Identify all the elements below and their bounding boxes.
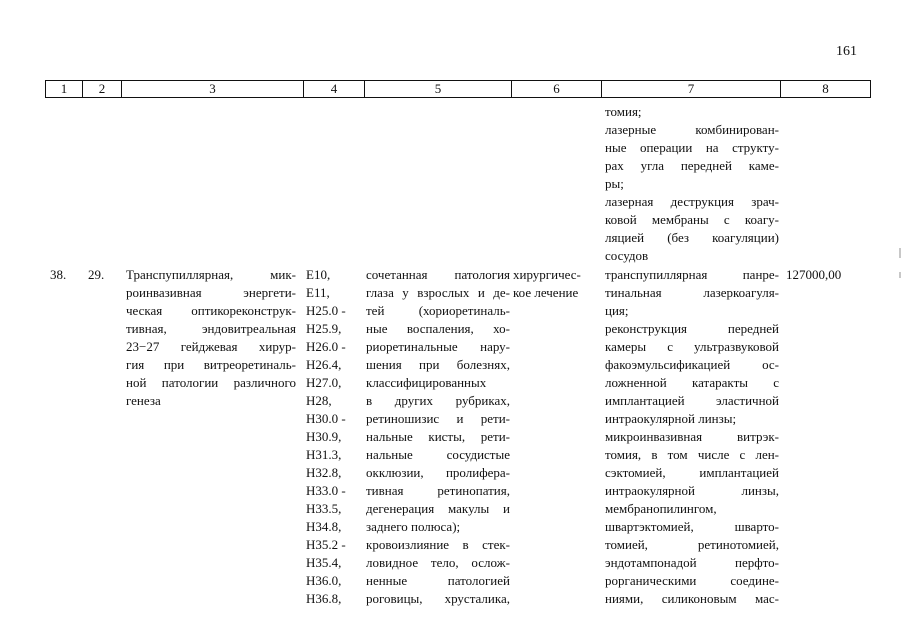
text-line: ковой мембраны с коагу- xyxy=(605,212,779,227)
icd-code: H26.4, xyxy=(306,357,342,372)
text-line: гия при витреоретиналь- xyxy=(126,357,296,372)
text-line: роинвазивная энергети- xyxy=(126,285,296,300)
text-line: ретиношизис и рети- xyxy=(366,411,510,426)
text-line: интраокулярной линзы, xyxy=(605,483,779,498)
text-line: ной патологии различного xyxy=(126,375,296,390)
icd-code: H36.0, xyxy=(306,573,342,588)
scan-margin-mark xyxy=(899,272,901,278)
icd-code: E11, xyxy=(306,285,330,300)
icd-code: H30.9, xyxy=(306,429,342,444)
icd-code: E10, xyxy=(306,267,331,282)
text-line: тивная, эндовитреальная xyxy=(126,321,296,336)
text-line: микроинвазивная витрэк- xyxy=(605,429,779,444)
text-line: имплантацией эластичной xyxy=(605,393,779,408)
pathology-description xyxy=(366,266,510,608)
text-line: ловидное тело, ослож- xyxy=(366,555,510,570)
text-line: камеры с ультразвуковой xyxy=(605,339,779,354)
method-name xyxy=(126,266,296,410)
icd-codes xyxy=(306,266,364,608)
text-line: ры; xyxy=(605,176,624,191)
text-line: в других рубриках, xyxy=(366,393,510,408)
text-line: ниями, силиконовым мас- xyxy=(605,591,779,606)
treatment-method xyxy=(605,266,779,608)
text-line: Транспупиллярная, мик- xyxy=(126,267,296,282)
text-line: ция; xyxy=(605,303,629,318)
icd-code: H30.0 - xyxy=(306,411,346,426)
text-line: ненные патологией xyxy=(366,573,510,588)
column-header-1: 1 xyxy=(46,81,83,97)
text-line: эндотампонадой перфто- xyxy=(605,555,779,570)
row-number: 38. xyxy=(50,267,67,282)
text-line: хирургичес- xyxy=(513,267,581,282)
text-line: дегенерация макулы и xyxy=(366,501,510,516)
text-line: транспупиллярная панре- xyxy=(605,267,779,282)
text-line: интраокулярной линзы; xyxy=(605,411,737,426)
text-line: тей (хориоретиналь- xyxy=(366,303,510,318)
text-line: генеза xyxy=(126,393,161,408)
treatment-type xyxy=(513,266,599,302)
text-line: 23−27 гейджевая хирур- xyxy=(126,339,296,354)
text-line: ложненной катаракты с xyxy=(605,375,779,390)
text-line: мембранопилингом, xyxy=(605,501,717,516)
text-line: лазерная деструкция зрач- xyxy=(605,194,779,209)
item-number: 29. xyxy=(88,267,105,282)
price-value: 127000,00 xyxy=(786,267,842,282)
text-line: швартэктомией, шварто- xyxy=(605,519,779,534)
text-line: томией, ретинотомией, xyxy=(605,537,779,552)
text-line: нальные сосудистые xyxy=(366,447,510,462)
text-line: лазерные комбинирован- xyxy=(605,122,779,137)
text-line: рорганическими соедине- xyxy=(605,573,779,588)
text-line: сочетанная патология xyxy=(366,267,510,282)
icd-code: H27.0, xyxy=(306,375,342,390)
scan-margin-mark xyxy=(899,248,901,258)
text-line: ляцией (без коагуляции) xyxy=(605,230,779,245)
table-header-row xyxy=(45,80,871,98)
text-line: тивная ретинопатия, xyxy=(366,483,510,498)
text-line: ные воспаления, хо- xyxy=(366,321,510,336)
icd-code: H26.0 - xyxy=(306,339,346,354)
icd-code: H34.8, xyxy=(306,519,342,534)
icd-code: H31.3, xyxy=(306,447,342,462)
text-line: кое лечение xyxy=(513,285,579,300)
icd-code: H32.8, xyxy=(306,465,342,480)
column-header-2: 2 xyxy=(83,81,122,97)
icd-code: H36.8, xyxy=(306,591,342,606)
icd-code: H33.0 - xyxy=(306,483,346,498)
text-line: сэктомией, имплантацией xyxy=(605,465,779,480)
column-header-6: 6 xyxy=(512,81,602,97)
text-line: шения при болезнях, xyxy=(366,357,510,372)
text-line: глаза у взрослых и де- xyxy=(366,285,510,300)
text-line: кровоизлияние в стек- xyxy=(366,537,510,552)
column-header-3: 3 xyxy=(122,81,304,97)
continuation-col7 xyxy=(605,103,779,265)
text-line: нальные кисты, рети- xyxy=(366,429,510,444)
icd-code: H25.9, xyxy=(306,321,342,336)
text-line: реконструкция передней xyxy=(605,321,779,336)
icd-code: H35.2 - xyxy=(306,537,346,552)
column-header-5: 5 xyxy=(365,81,512,97)
text-line: рах угла передней каме- xyxy=(605,158,779,173)
text-line: факоэмульсификацией ос- xyxy=(605,357,779,372)
page-number: 161 xyxy=(836,44,857,59)
text-line: сосудов xyxy=(605,248,649,263)
text-line: окклюзии, пролифера- xyxy=(366,465,510,480)
text-line: томия; xyxy=(605,104,642,119)
icd-code: H25.0 - xyxy=(306,303,346,318)
text-line: классифицированных xyxy=(366,375,487,390)
text-line: ческая оптикореконструк- xyxy=(126,303,296,318)
icd-code: H28, xyxy=(306,393,332,408)
text-line: роговицы, хрусталика, xyxy=(366,591,510,606)
text-line: заднего полюса); xyxy=(366,519,461,534)
icd-code: H35.4, xyxy=(306,555,342,570)
column-header-7: 7 xyxy=(602,81,781,97)
column-header-8: 8 xyxy=(822,81,829,96)
text-line: риоретинальные нару- xyxy=(366,339,510,354)
text-line: ные операции на структу- xyxy=(605,140,779,155)
column-header-4: 4 xyxy=(304,81,365,97)
icd-code: H33.5, xyxy=(306,501,342,516)
text-line: тинальная лазеркоагуля- xyxy=(605,285,779,300)
text-line: томия, в том числе с лен- xyxy=(605,447,779,462)
